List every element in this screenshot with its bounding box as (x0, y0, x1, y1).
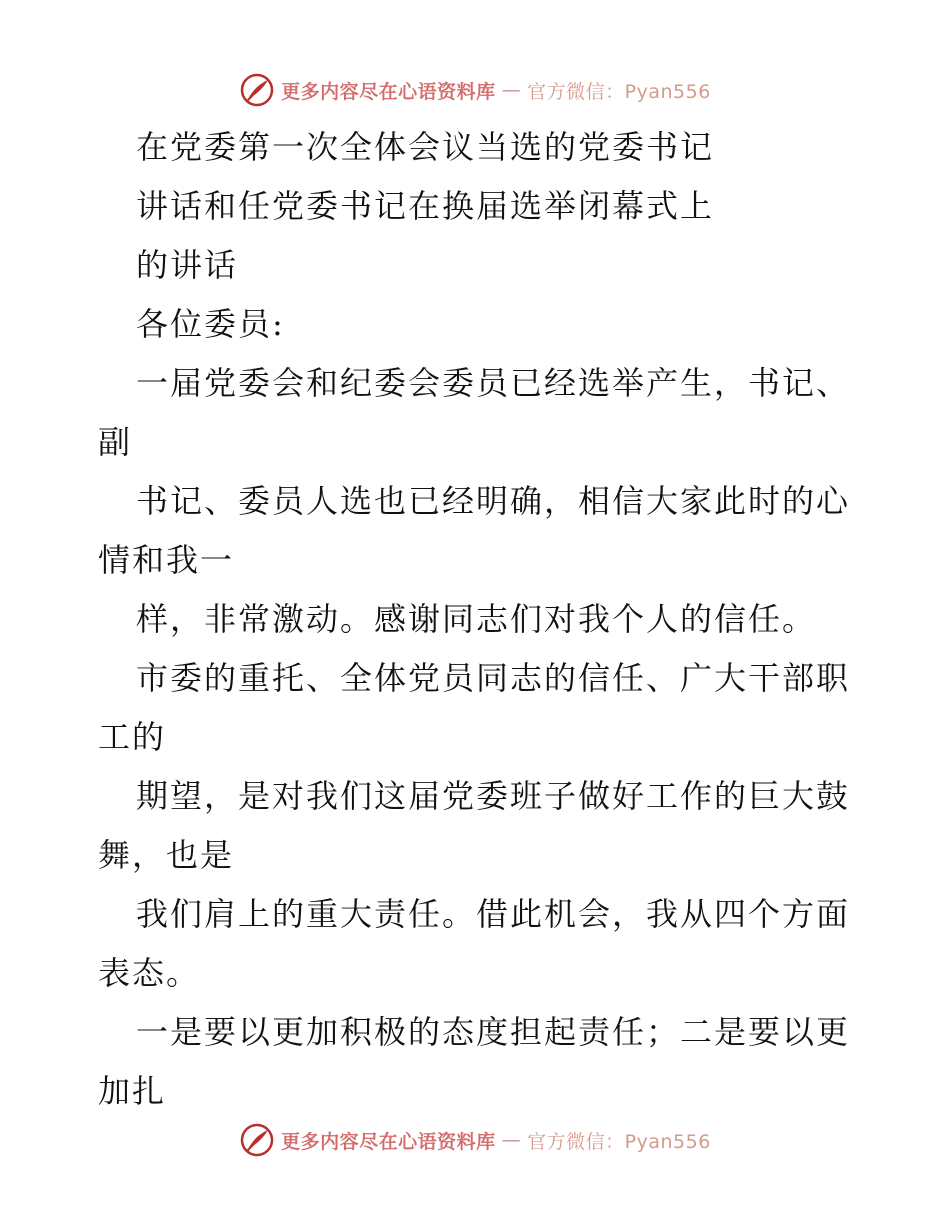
doc-line: 一届党委会和纪委会委员已经选举产生，书记、 (136, 364, 851, 402)
footer-banner (0, 1120, 950, 1160)
doc-line: 副 (98, 423, 133, 461)
banner-separator: — (501, 1129, 522, 1151)
header-banner (0, 70, 950, 110)
wechat-id: 官方微信：Pyan556 (527, 1130, 711, 1153)
doc-line: 样，非常激动。感谢同志们对我个人的信任。 (136, 600, 817, 638)
doc-line: 的讲话 (136, 246, 239, 284)
doc-line: 讲话和任党委书记在换届选举闭幕式上 (136, 187, 715, 225)
doc-line: 各位委员: (136, 305, 285, 343)
wechat-id: 官方微信：Pyan556 (527, 80, 711, 103)
banner-separator: — (501, 79, 522, 101)
doc-line: 工的 (98, 718, 167, 756)
doc-line: 书记、委员人选也已经明确，相信大家此时的心 (136, 482, 851, 520)
site-name: 更多内容尽在心语资料库 (281, 1130, 496, 1153)
doc-line: 一是要以更加积极的态度担起责任；二是要以更 (136, 1013, 851, 1051)
feather-pen-logo-icon (239, 1122, 275, 1158)
site-name: 更多内容尽在心语资料库 (281, 80, 496, 103)
feather-pen-logo-icon (239, 72, 275, 108)
doc-line: 在党委第一次全体会议当选的党委书记 (136, 128, 715, 166)
doc-line: 舞，也是 (98, 836, 235, 874)
doc-line: 市委的重托、全体党员同志的信任、广大干部职 (136, 659, 851, 697)
doc-line: 情和我一 (98, 541, 235, 579)
doc-line: 加扎 (98, 1072, 167, 1110)
doc-line: 表态。 (98, 954, 201, 992)
doc-line: 我们肩上的重大责任。借此机会，我从四个方面 (136, 895, 851, 933)
doc-line: 期望，是对我们这届党委班子做好工作的巨大鼓 (136, 777, 851, 815)
